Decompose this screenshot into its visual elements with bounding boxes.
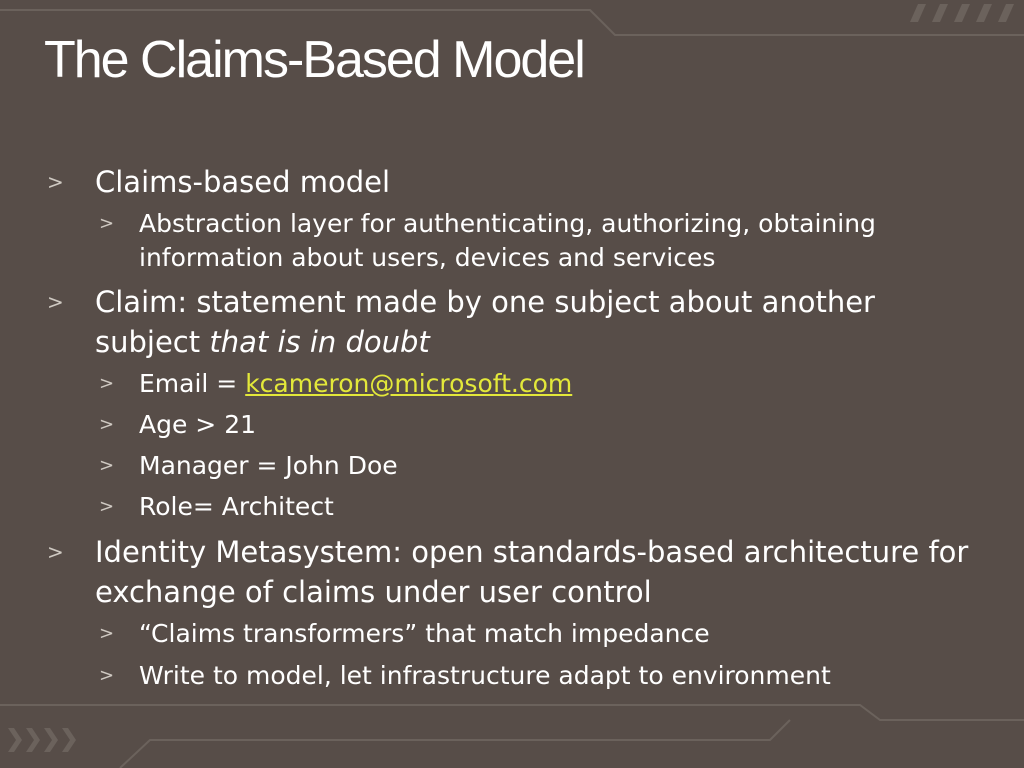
bullet-text: Claim: statement made by one subject about another subject [95, 285, 875, 359]
bullet-marker-icon: > [99, 373, 115, 394]
bullet-text: Age > 21 [139, 410, 257, 439]
email-link[interactable]: kcameron@microsoft.com [245, 369, 573, 398]
bullet-text: Role= Architect [139, 492, 334, 521]
sub-bullet-manager [99, 449, 989, 483]
bullet-text: Manager = John Doe [139, 451, 398, 480]
bullet-marker-icon: > [99, 623, 115, 644]
bullet-marker-icon: > [99, 455, 115, 476]
sub-bullet-write-to-model [99, 659, 989, 693]
slide-title: The Claims-Based Model [44, 31, 584, 89]
bullet-text: Abstraction layer for authenticating, authorizing, obtaining information about users, devices and services [139, 209, 876, 272]
bullet-text: Email = [139, 369, 246, 398]
sub-bullet-role [99, 490, 989, 524]
bullet-text: Claims-based model [95, 165, 391, 199]
bullet-claim-definition [47, 282, 975, 362]
bullet-marker-icon: > [47, 170, 64, 194]
bullet-marker-icon: > [99, 414, 115, 435]
bullet-marker-icon: > [99, 213, 115, 234]
sub-bullet-claims-transformers [99, 617, 989, 651]
bullet-marker-icon: > [47, 290, 64, 314]
bullet-text: “Claims transformers” that match impedance [139, 619, 710, 648]
bullet-claims-based-model [47, 162, 975, 202]
bullet-marker-icon: > [47, 540, 64, 564]
bullet-marker-icon: > [99, 665, 115, 686]
bullet-identity-metasystem [47, 532, 975, 612]
stripes-decoration-icon [910, 4, 1014, 22]
bullet-text: Identity Metasystem: open standards-based architecture for exchange of claims under user control [95, 535, 969, 609]
sub-bullet-abstraction-layer [99, 207, 989, 275]
bullet-text: Write to model, let infrastructure adapt to environment [139, 661, 831, 690]
sub-bullet-email [99, 367, 989, 401]
sub-bullet-age [99, 408, 989, 442]
bullet-emphasis: that is in doubt [209, 325, 430, 359]
bullet-marker-icon: > [99, 496, 115, 517]
chevrons-decoration-icon [8, 728, 76, 752]
